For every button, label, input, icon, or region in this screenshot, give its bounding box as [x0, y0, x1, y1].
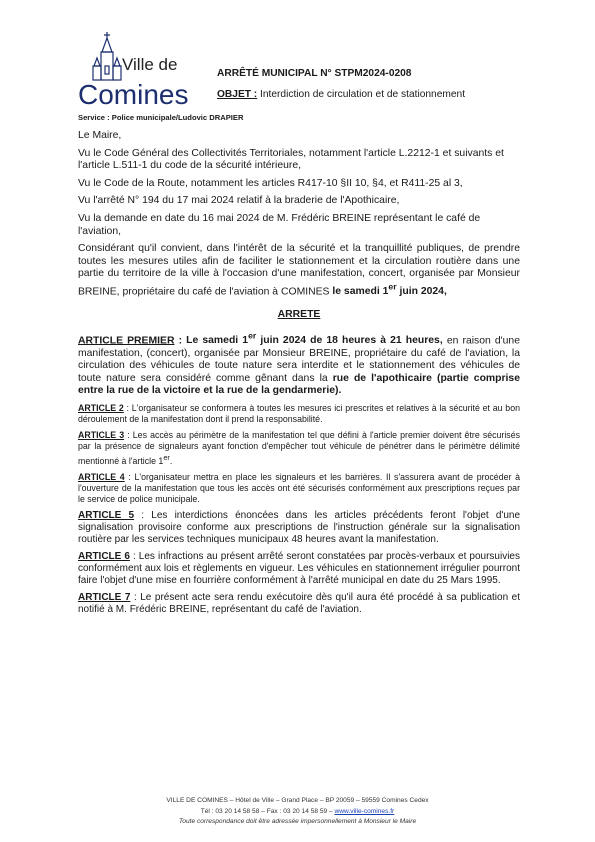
subject-text: Interdiction de circulation et de stationnement: [257, 89, 466, 100]
considerant-date: [329, 281, 447, 298]
church-spires-icon: [90, 30, 124, 82]
article-1-sep: :: [174, 335, 187, 347]
considerant-date-part2: juin 2024,: [396, 286, 447, 298]
article-7-text: : Le présent acte sera rendu exécutoire dès qu'il aura été procédé à sa publication et notifié à M. Frédéric BREINE, représentant du café de l'aviation.: [78, 591, 520, 615]
article-1: [78, 330, 520, 398]
document-subject: [217, 89, 465, 100]
article-4-label: ARTICLE 4: [78, 471, 125, 482]
article-3-label: ARTICLE 3: [78, 430, 125, 441]
subject-label: OBJET :: [217, 89, 258, 100]
article-6-text: : Les infractions au présent arrêté seront constatées par procès-verbaux et poursuivies conformément aux lois et règlements en vigueur. Les véhicules en stationnement irrégulier pourront faire l'objet d'une mise en fourrière conformément à l'arrêté municipal en date du 25 Mars 1995.: [78, 550, 520, 586]
article-3-sup: er: [163, 453, 170, 463]
document-body: [78, 130, 520, 621]
vu-clause: Vu le Code de la Route, notamment les articles R417-10 §II 10, §4, et R411-25 al 3,: [78, 177, 463, 189]
article-5-label: ARTICLE 5: [78, 509, 135, 521]
article-2-text: : L'organisateur se conformera à toutes les mesures ici prescrites et relatives à la sécurité et au bon déroulement de la manifestation dont il prend la responsabilité.: [78, 403, 520, 425]
article-1-street: rue de l'apothicaire (partie comprise entre la rue de la victoire et la rue de la gendarmerie).: [78, 372, 520, 397]
article-4: [78, 472, 520, 505]
service-line: Service : Police municipale/Ludovic DRAPIER: [78, 113, 244, 122]
article-6-label: ARTICLE 6: [78, 550, 130, 562]
footer-note: Toute correspondance doit être adressée impersonnellement à Monsieur le Maire: [178, 818, 417, 825]
website-link[interactable]: www.ville-comines.fr: [334, 807, 395, 815]
footer-contact: [0, 807, 595, 818]
article-5: [78, 510, 520, 546]
article-3-text: : Les accès au périmètre de la manifestation tel que défini à l'article premier doivent être sécurisés par la présence de signaleurs ayant fonction d'empêcher tout véhicule de pénétrer dans le périmètre délimité mentionné à l'article 1: [78, 430, 520, 466]
logo-ville-text: Ville de: [122, 55, 178, 74]
considerant-text: Considérant qu'il convient, dans l'intérêt de la sécurité et la tranquillité publiques, de prendre toutes les mesures utiles afin de faciliter le stationnement et la circulation routière dans une partie du territoire de la ville à l'occasion d'une manifestation, concert, organisée par Monsieur BREINE, propriétaire du café de l'aviation à COMINES: [78, 243, 520, 298]
vu-clause: Vu le Code Général des Collectivités Territoriales, notamment l'article L.2212-1 et suivants et l'article L.511-1 du code de la sécurité intérieure,: [78, 147, 504, 172]
article-2-label: ARTICLE 2: [78, 403, 124, 414]
article-2: [78, 403, 520, 425]
article-1-text: en raison d'une manifestation, (concert), organisée par Monsieur BREINE, propriétaire du café de l'aviation, la circulation des véhicules de toute nature sera interdite et le stationnement des véhicules de toute nature sera considéré comme gênant dans la: [78, 335, 520, 384]
considerant-date-sup: er: [388, 281, 397, 292]
maire-line: Le Maire,: [78, 130, 122, 141]
considerant-clause: [78, 243, 520, 299]
article-3-end: .: [169, 455, 173, 466]
article-1-date-sup: er: [248, 330, 257, 341]
page-footer: [0, 796, 595, 828]
arrete-heading: ARRETE: [277, 309, 321, 320]
logo-comines-text: Comines: [78, 79, 189, 110]
article-7: [78, 592, 520, 616]
footer-phone-fax: Tél : 03 20 14 58 58 – Fax : 03 20 14 58 59 –: [200, 807, 335, 815]
article-3: [78, 430, 520, 467]
article-5-text: : Les interdictions énoncées dans les articles précédents feront l'objet d'une signalisation provisoire conforme aux prescriptions de l'instruction générale sur la signalisation routière par les services techniques municipaux 48 heures avant la manifestation.: [78, 509, 521, 545]
article-4-text: : L'organisateur mettra en place les signaleurs et les barrières. Il s'assurera avant de procéder à l'ouverture de la manifestation que tous les accès ont été sécurisés conformément aux prescriptions reçues par le service de police municipale.: [78, 471, 520, 504]
considerant-date-part1: le samedi 1: [329, 286, 389, 298]
article-1-date: [186, 330, 443, 347]
article-1-date-part1: Le samedi 1: [186, 335, 249, 347]
city-logo: [78, 30, 198, 110]
document-title: ARRÊTÉ MUNICIPAL N° STPM2024-0208: [217, 68, 412, 79]
article-1-date-part2: juin 2024 de 18 heures à 21 heures,: [256, 335, 443, 347]
article-7-label: ARTICLE 7: [78, 591, 131, 603]
footer-address: VILLE DE COMINES – Hôtel de Ville – Grand Place – BP 20059 – 59559 Comines Cedex: [166, 797, 429, 804]
vu-clause: Vu l'arrêté N° 194 du 17 mai 2024 relatif à la braderie de l'Apothicaire,: [78, 195, 400, 207]
vu-clause: Vu la demande en date du 16 mai 2024 de M. Frédéric BREINE représentant le café de l'aviation,: [78, 212, 481, 237]
article-1-label: ARTICLE PREMIER: [78, 335, 175, 347]
article-6: [78, 551, 520, 587]
